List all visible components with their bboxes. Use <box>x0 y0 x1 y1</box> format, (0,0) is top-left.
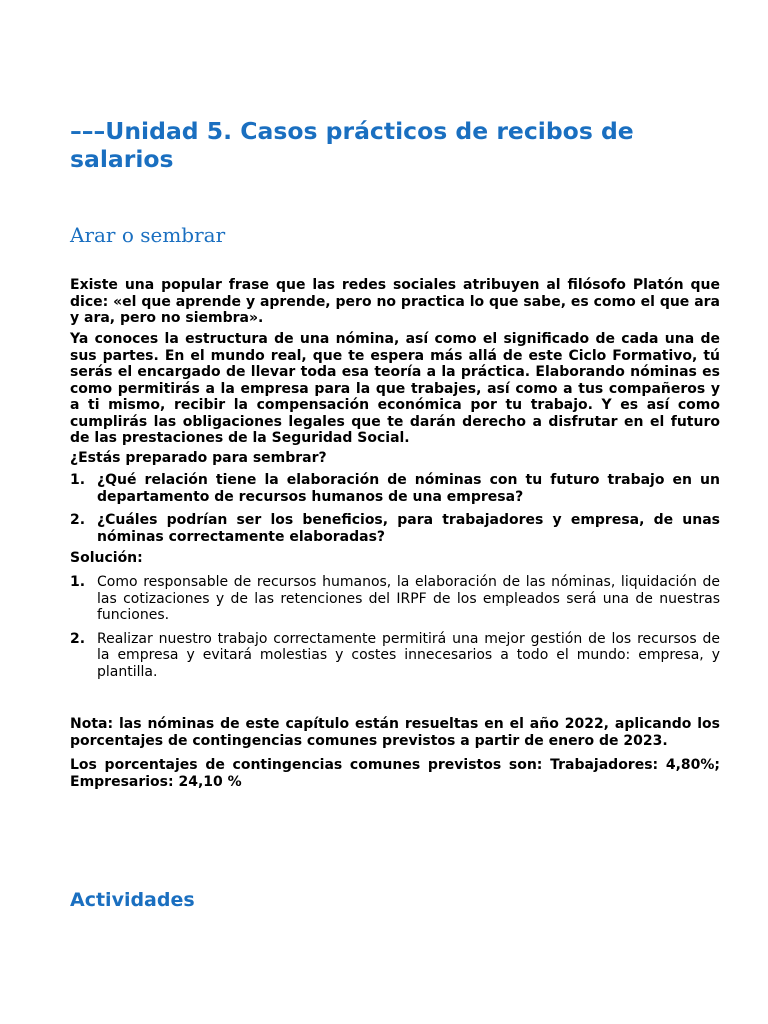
context-paragraph: Ya conoces la estructura de una nómina, así como el significado de cada una de sus partes. En el mundo real, que te espera más allá de este Ciclo Formativo, tú serás el encargado de llevar toda esa teoría a la práctica. Elaborando nóminas es como permitirás a la empresa para la que trabajes, así como a tus compañeros y a ti mismo, recibir la compensación económica por tu trabajo. Y es así como cumplirás las obligaciones legales que te darán derecho a disfrutar en el futuro de las prestaciones de la Seguridad Social. <box>70 331 720 446</box>
list-number: 1. <box>70 472 86 488</box>
unit-title: –––Unidad 5. Casos prácticos de recibos de salarios <box>70 117 634 173</box>
list-item <box>70 631 720 681</box>
question-text: ¿Qué relación tiene la elaboración de nóminas con tu futuro trabajo en un departamento de recursos humanos de una empresa? <box>97 472 720 505</box>
list-number: 1. <box>70 574 86 590</box>
section-title: Arar o sembrar <box>70 223 226 247</box>
list-item <box>70 512 720 545</box>
prompt-question: ¿Estás preparado para sembrar? <box>70 450 327 466</box>
solution-text: Como responsable de recursos humanos, la elaboración de las nóminas, liquidación de las cotizaciones y de las retenciones del IRPF de los empleados será una de nuestras funciones. <box>97 574 720 623</box>
intro-paragraph: Existe una popular frase que las redes sociales atribuyen al filósofo Platón que dice: «el que aprende y aprende, pero no practica lo que sabe, es como el que ara y ara, pero no siembra». <box>70 277 720 326</box>
activities-heading: Actividades <box>70 889 195 911</box>
solution-label: Solución: <box>70 550 143 566</box>
percentages-paragraph: Los porcentajes de contingencias comunes previstos son: Trabajadores: 4,80%; Empresarios: 24,10 % <box>70 757 720 790</box>
list-item <box>70 574 720 624</box>
list-item <box>70 472 720 505</box>
question-text: ¿Cuáles podrían ser los beneficios, para trabajadores y empresa, de unas nóminas correctamente elaboradas? <box>97 512 720 545</box>
list-number: 2. <box>70 512 86 528</box>
solution-list <box>70 574 720 680</box>
solution-text: Realizar nuestro trabajo correctamente permitirá una mejor gestión de los recursos de la empresa y evitará molestias y costes innecesarios a todo el mundo: empresa, y plantilla. <box>97 630 720 680</box>
note-paragraph: Nota: las nóminas de este capítulo están resueltas en el año 2022, aplicando los porcentajes de contingencias comunes previstos a partir de enero de 2023. <box>70 716 720 749</box>
question-list <box>70 472 720 545</box>
list-number: 2. <box>70 630 86 647</box>
